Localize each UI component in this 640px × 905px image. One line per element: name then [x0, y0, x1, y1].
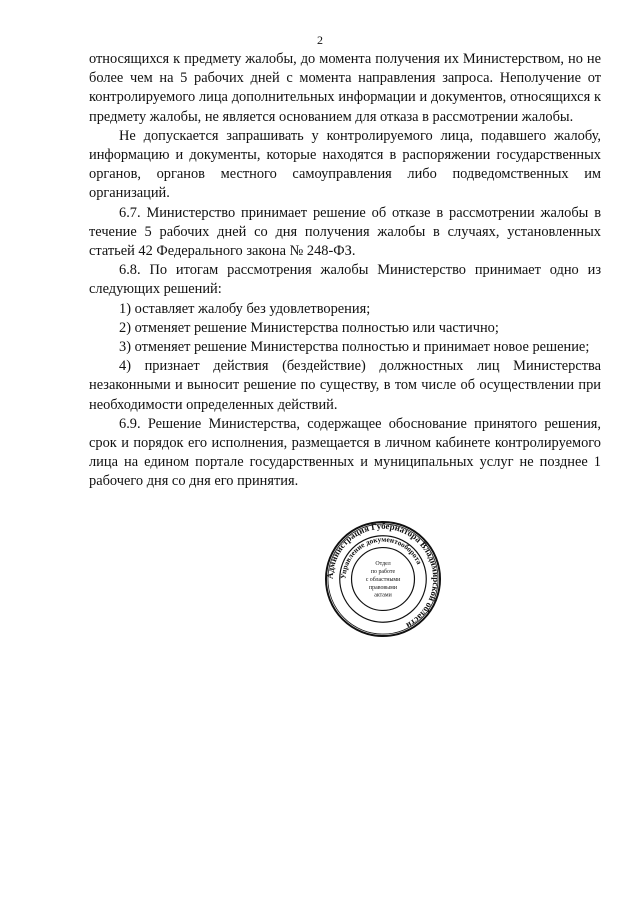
- list-item: 1) оставляет жалобу без удовлетворения;: [119, 300, 371, 317]
- paragraph: Не допускается запрашивать у контролируемого лица, подавшего жалобу, информацию и документы, которые находятся в распоряжении государственных органов, органов местного самоуправления либо подведомственных им организаций.: [89, 127, 601, 202]
- paragraph: 6.9. Решение Министерства, содержащее обоснование принятого решения, срок и порядок его исполнения, размещается в личном кабинете контролируемого лица на едином портале государственных и муниципальных услуг не позднее 1 рабочего дня со дня его принятия.: [89, 415, 601, 490]
- stamp-center-line: по работе: [370, 569, 396, 576]
- stamp-outer-text: Администрация Губернатора Владимирской области: [324, 520, 442, 631]
- paragraph: 6.8. По итогам рассмотрения жалобы Министерство принимает одно из следующих решений:: [89, 262, 601, 298]
- list-item: 4) признает действия (бездействие) должностных лиц Министерства незаконными и выносит решение по существу, в том числе об осуществлении при необходимости определенных действий.: [89, 358, 601, 413]
- paragraph: 6.7. Министерство принимает решение об отказе в рассмотрении жалобы в течение 5 рабочих дней со дня получения жалобы в случаях, установленных статьей 42 Федерального закона № 248-ФЗ.: [89, 204, 601, 260]
- paragraph: относящихся к предмету жалобы, до момента получения их Министерством, но не более чем на 5 рабочих дней с момента направления запроса. Неполучение от контролируемого лица дополнительных информации и документов, относящихся к предмету жалобы, не является основанием для отказа в рассмотрении жалобы.: [89, 51, 601, 125]
- stamp-center-line: Отдел: [375, 561, 391, 568]
- document-body: [89, 50, 601, 492]
- stamp-center-line: с областными: [365, 576, 401, 583]
- stamp-inner-text: Управление документооборота: [338, 534, 424, 580]
- official-stamp: [324, 520, 442, 638]
- page-number: 2: [317, 33, 323, 47]
- list-item: 3) отменяет решение Министерства полностью и принимает новое решение;: [119, 339, 590, 356]
- stamp-center-line: правовыми: [368, 584, 398, 591]
- stamp-seal-icon: [324, 520, 442, 638]
- stamp-center-line: актами: [374, 592, 392, 599]
- list-item: 2) отменяет решение Министерства полностью или частично;: [119, 319, 499, 336]
